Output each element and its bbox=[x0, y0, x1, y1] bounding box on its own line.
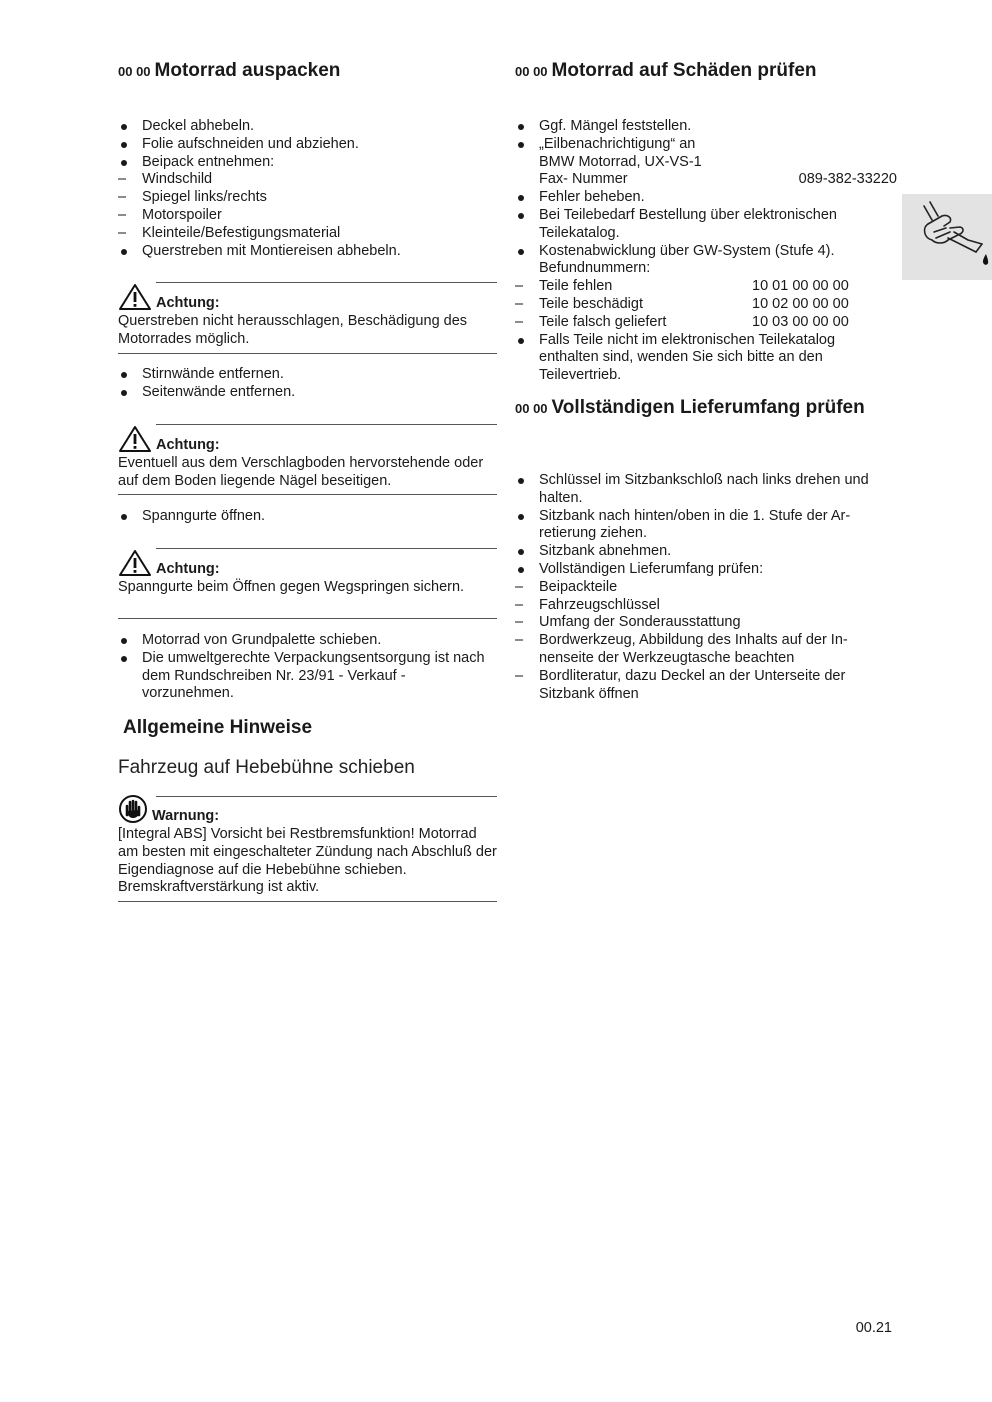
list-item-text: Bei Teilebedarf Bestellung über elektronischen Teilekatalog. bbox=[539, 206, 837, 241]
list-item-text: Beipackteile bbox=[539, 578, 618, 595]
list-item-text: Bordwerkzeug, Abbildung des Inhalts auf der Innenseite der Werkzeugtasche beachten bbox=[539, 632, 848, 666]
section-title: Motorrad auf Schäden prüfen bbox=[551, 60, 817, 81]
list-item-text: Folie aufschneiden und abziehen. bbox=[142, 135, 359, 152]
list-item bbox=[118, 118, 498, 136]
list-item bbox=[515, 243, 895, 279]
divider bbox=[118, 353, 497, 354]
caution-text: Spanngurte beim Öffnen gegen Wegspringen sichern. bbox=[118, 579, 465, 595]
list-item bbox=[515, 508, 895, 544]
list-item-text: Bordliteratur, dazu Deckel an der Unterseite der Sitzbank öffnen bbox=[539, 667, 846, 702]
list-item-text: Teile fehlen bbox=[539, 278, 613, 295]
list-item bbox=[118, 366, 498, 384]
list-item-text: Sitzbank abnehmen. bbox=[539, 543, 672, 560]
list-item bbox=[118, 154, 498, 172]
divider bbox=[156, 424, 497, 425]
list-item bbox=[118, 207, 498, 225]
list-item-text: Falls Teile nicht im elektronischen Teilekatalog enthalten sind, wenden Sie sich bitte an den Teilevertrieb. bbox=[539, 331, 836, 384]
list-item bbox=[515, 136, 895, 154]
caution-label: Achtung: bbox=[156, 561, 220, 577]
section-code: 00 00 bbox=[118, 64, 151, 79]
strap-list bbox=[118, 508, 498, 526]
divider bbox=[156, 282, 497, 283]
list-item-text: Umfang der Sonderausstattung bbox=[539, 614, 741, 631]
divider bbox=[118, 494, 497, 495]
list-item bbox=[515, 278, 895, 296]
list-item-text: Spiegel links/rechts bbox=[142, 189, 267, 206]
list-item-value: 089-382-33220 bbox=[798, 171, 897, 188]
list-item-text: Fehler beheben. bbox=[539, 189, 645, 206]
list-item-text: Sitzbank nach hinten/oben in die 1. Stufe der Arretierung ziehen. bbox=[539, 507, 851, 542]
section-heading-scope-check bbox=[515, 396, 895, 420]
wall-removal-list bbox=[118, 366, 498, 402]
list-item-text: Windschild bbox=[142, 171, 213, 188]
list-item bbox=[515, 614, 895, 632]
list-item-text: Fax- Nummer bbox=[539, 171, 628, 188]
divider bbox=[118, 901, 497, 902]
warning-note bbox=[118, 796, 497, 904]
list-item bbox=[515, 543, 895, 561]
list-item-text: Vollständigen Lieferumfang prüfen: bbox=[539, 560, 764, 577]
list-item-text: Motorrad von Grundpalette schieben. bbox=[142, 632, 382, 648]
list-item-text: Kostenabwicklung über GW-System (Stufe 4). Befundnummern: bbox=[539, 242, 835, 277]
caution-text: Querstreben nicht herausschlagen, Beschädigung des Motorrades möglich. bbox=[118, 313, 468, 347]
list-item bbox=[515, 154, 895, 172]
warning-text: [Integral ABS] Vorsicht bei Restbremsfunktion! Motorrad am besten mit eingeschalteter Zündung nach Abschluß der Eigendiagnose auf die Hebebühne schieben. Bremskraftverstärkung ist aktiv. bbox=[118, 826, 497, 896]
section-title: Vollständigen Lieferumfang prüfen bbox=[551, 397, 865, 418]
caution-text: Eventuell aus dem Verschlagboden hervorstehende oder auf dem Boden liegende Nägel beseitigen. bbox=[118, 455, 484, 489]
caution-note-1 bbox=[118, 282, 497, 354]
page-number: 00.21 bbox=[855, 1320, 892, 1336]
damage-check-list bbox=[515, 118, 895, 385]
scope-check-list bbox=[515, 472, 895, 703]
list-item bbox=[515, 314, 895, 332]
list-item bbox=[515, 561, 895, 579]
caution-label: Achtung: bbox=[156, 295, 220, 311]
list-item-text: Querstreben mit Montiereisen abhebeln. bbox=[142, 242, 401, 259]
section-heading-damage-check bbox=[515, 60, 817, 82]
list-item bbox=[515, 118, 895, 136]
list-item-text: BMW Motorrad, UX-VS-1 bbox=[539, 153, 702, 170]
list-item bbox=[118, 243, 498, 261]
list-item-text: Seitenwände entfernen. bbox=[142, 383, 296, 400]
list-item bbox=[515, 171, 895, 189]
list-item-text: Stirnwände entfernen. bbox=[142, 366, 284, 382]
divider bbox=[156, 796, 497, 797]
list-item bbox=[118, 384, 498, 402]
list-item bbox=[515, 296, 895, 314]
list-item-text: Spanngurte öffnen. bbox=[142, 508, 266, 524]
caution-note-3 bbox=[118, 548, 497, 620]
hand-oil-can-icon bbox=[902, 194, 992, 280]
list-item-text: Ggf. Mängel feststellen. bbox=[539, 118, 692, 134]
list-item-text: Motorspoiler bbox=[142, 206, 222, 223]
list-item bbox=[118, 189, 498, 207]
divider bbox=[118, 618, 497, 619]
list-item bbox=[118, 650, 498, 703]
list-item-text: Die umweltgerechte Verpackungsentsorgung ist nach dem Rundschreiben Nr. 23/91 - Verkauf - vorzunehmen. bbox=[142, 649, 485, 702]
list-item-text: Beipack entnehmen: bbox=[142, 153, 275, 170]
section-heading-unpack bbox=[118, 60, 340, 82]
list-item-value: 10 01 00 00 00 bbox=[752, 278, 849, 295]
list-item bbox=[515, 332, 895, 385]
caution-label: Achtung: bbox=[156, 437, 220, 453]
section-code: 00 00 bbox=[515, 401, 548, 416]
list-item-value: 10 02 00 00 00 bbox=[752, 295, 849, 312]
general-notes-subheading: Fahrzeug auf Hebebühne schieben bbox=[118, 757, 415, 778]
list-item bbox=[515, 597, 895, 615]
general-notes-heading: Allgemeine Hinweise bbox=[123, 717, 313, 738]
pallet-list bbox=[118, 632, 498, 703]
list-item bbox=[118, 508, 498, 526]
list-item bbox=[515, 579, 895, 597]
unpack-steps-list bbox=[118, 118, 498, 260]
list-item bbox=[515, 668, 895, 704]
list-item-text: Fahrzeugschlüssel bbox=[539, 596, 660, 613]
caution-note-2 bbox=[118, 424, 497, 496]
divider bbox=[156, 548, 497, 549]
stop-hand-icon bbox=[118, 794, 150, 824]
list-item-text: Teile beschädigt bbox=[539, 295, 643, 312]
list-item-text: Deckel abhebeln. bbox=[142, 118, 255, 134]
list-item bbox=[118, 632, 498, 650]
warning-triangle-icon bbox=[118, 283, 152, 311]
list-item-value: 10 03 00 00 00 bbox=[752, 313, 849, 330]
list-item bbox=[515, 632, 895, 668]
section-title: Motorrad auspacken bbox=[154, 60, 341, 81]
list-item-text: „Eilbenachrichtigung“ an bbox=[539, 135, 696, 152]
list-item-text: Kleinteile/Befestigungsmaterial bbox=[142, 224, 341, 241]
list-item bbox=[118, 136, 498, 154]
list-item bbox=[515, 207, 895, 243]
list-item-text: Schlüssel im Sitzbankschloß nach links drehen und halten. bbox=[539, 472, 869, 506]
list-item bbox=[118, 171, 498, 189]
list-item bbox=[515, 472, 895, 508]
list-item bbox=[515, 189, 895, 207]
chapter-thumb-tab bbox=[902, 194, 992, 280]
warning-label: Warnung: bbox=[152, 808, 220, 824]
list-item-text: Teile falsch geliefert bbox=[539, 313, 667, 330]
section-code: 00 00 bbox=[515, 64, 548, 79]
warning-triangle-icon bbox=[118, 549, 152, 577]
list-item bbox=[118, 225, 498, 243]
warning-triangle-icon bbox=[118, 425, 152, 453]
